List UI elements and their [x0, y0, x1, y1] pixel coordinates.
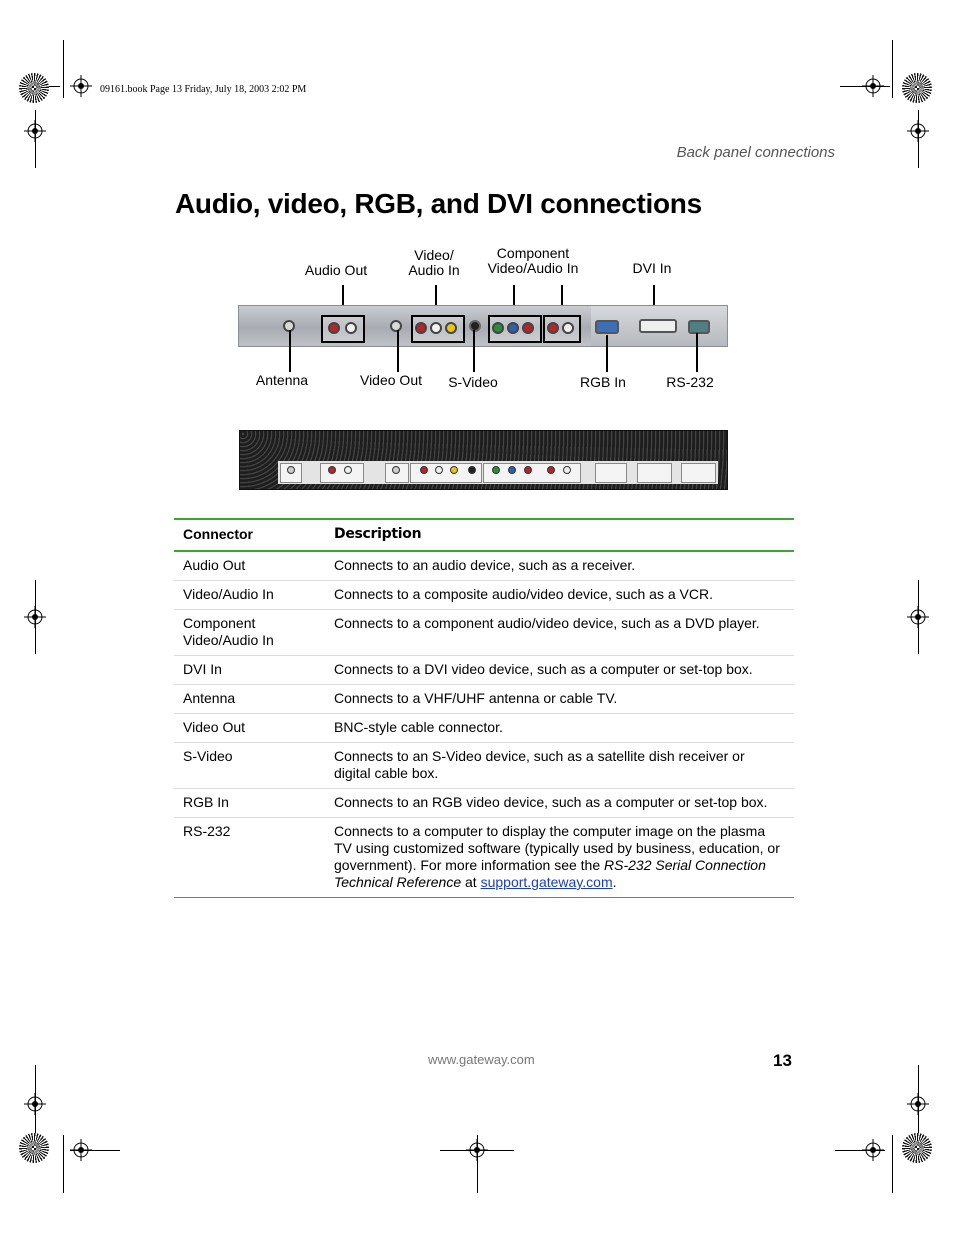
- table-row: [174, 685, 794, 714]
- callout-antenna: Antenna: [255, 372, 309, 388]
- description-cell: Connects to a VHF/UHF antenna or cable TV.: [325, 685, 794, 714]
- rgb-in-connector-icon: [595, 320, 619, 334]
- callout-video-audio-in: Video/ Audio In: [408, 247, 460, 278]
- callout-dvi-in: DVI In: [632, 260, 672, 276]
- connector-cell: Video/Audio In: [174, 581, 325, 610]
- table-row: [174, 551, 794, 581]
- callout-audio-out: Audio Out: [304, 262, 368, 278]
- description-cell: BNC-style cable connector.: [325, 714, 794, 743]
- registration-mark-icon: [70, 1139, 92, 1161]
- registration-mark-icon: [466, 1139, 488, 1161]
- component-audio-jacks: [543, 315, 581, 343]
- callout-component-video-audio-in: Component Video/Audio In: [487, 245, 579, 276]
- registration-mark-icon: [907, 606, 929, 628]
- description-cell: Connects to an audio device, such as a receiver.: [325, 551, 794, 581]
- connector-cell: Video Out: [174, 714, 325, 743]
- table-row: [174, 714, 794, 743]
- print-slug: 09161.book Page 13 Friday, July 18, 2003 2:02 PM: [100, 84, 307, 95]
- running-head: Back panel connections: [676, 144, 835, 161]
- back-panel-photo: [238, 305, 728, 347]
- description-cell: Connects to a DVI video device, such as a computer or set-top box.: [325, 656, 794, 685]
- column-header-connector: Connector: [174, 519, 325, 551]
- table-row: [174, 789, 794, 818]
- table-row: [174, 581, 794, 610]
- table-row: [174, 818, 794, 898]
- registration-mark-icon: [907, 1093, 929, 1115]
- callout-rgb-in: RGB In: [580, 374, 626, 390]
- audio-out-jacks: [321, 315, 365, 343]
- color-calibration-starburst-icon: [902, 73, 932, 103]
- color-calibration-starburst-icon: [19, 73, 49, 103]
- footer-url: www.gateway.com: [428, 1052, 535, 1067]
- description-cell: Connects to a computer to display the computer image on the plasma TV using customized software (typically used by business, education, or government). For more information see the RS-232 Serial Connection Technical Reference at support.gateway.com.: [325, 818, 794, 898]
- page-number: 13: [773, 1051, 792, 1070]
- component-jacks: [488, 315, 542, 343]
- table-row: [174, 656, 794, 685]
- registration-mark-icon: [24, 606, 46, 628]
- callout-video-out: Video Out: [359, 372, 422, 388]
- table-row: [174, 610, 794, 656]
- back-panel-photo-wide: [239, 430, 728, 490]
- reference-title: RS-232 Serial Connection Technical Reference: [334, 857, 766, 890]
- connector-cell: RS-232: [174, 818, 325, 898]
- connector-cell: S-Video: [174, 743, 325, 789]
- video-out-connector-icon: [390, 320, 402, 332]
- table-header-row: [174, 519, 794, 551]
- registration-mark-icon: [24, 120, 46, 142]
- s-video-connector-icon: [469, 320, 481, 332]
- description-cell: Connects to a composite audio/video device, such as a VCR.: [325, 581, 794, 610]
- connector-cell: Audio Out: [174, 551, 325, 581]
- color-calibration-starburst-icon: [902, 1133, 932, 1163]
- rs-232-connector-icon: [688, 320, 710, 334]
- registration-mark-icon: [862, 1139, 884, 1161]
- connector-cell: DVI In: [174, 656, 325, 685]
- video-audio-in-jacks: [411, 315, 465, 343]
- page-title: Audio, video, RGB, and DVI connections: [175, 188, 702, 219]
- description-cell: Connects to an S-Video device, such as a satellite dish receiver or digital cable box.: [325, 743, 794, 789]
- registration-mark-icon: [862, 75, 884, 97]
- support-link[interactable]: support.gateway.com: [480, 874, 613, 890]
- registration-mark-icon: [907, 120, 929, 142]
- registration-mark-icon: [24, 1093, 46, 1115]
- callout-s-video: S-Video: [448, 374, 498, 390]
- connector-cell: Component Video/Audio In: [174, 610, 325, 656]
- color-calibration-starburst-icon: [19, 1133, 49, 1163]
- connector-cell: RGB In: [174, 789, 325, 818]
- connector-table: [174, 518, 794, 898]
- connector-cell: Antenna: [174, 685, 325, 714]
- table-row: [174, 743, 794, 789]
- column-header-description: Description: [325, 519, 794, 551]
- description-cell: Connects to an RGB video device, such as a computer or set-top box.: [325, 789, 794, 818]
- registration-mark-icon: [70, 75, 92, 97]
- dvi-in-connector-icon: [639, 319, 677, 333]
- callout-rs-232: RS-232: [666, 374, 714, 390]
- description-cell: Connects to a component audio/video device, such as a DVD player.: [325, 610, 794, 656]
